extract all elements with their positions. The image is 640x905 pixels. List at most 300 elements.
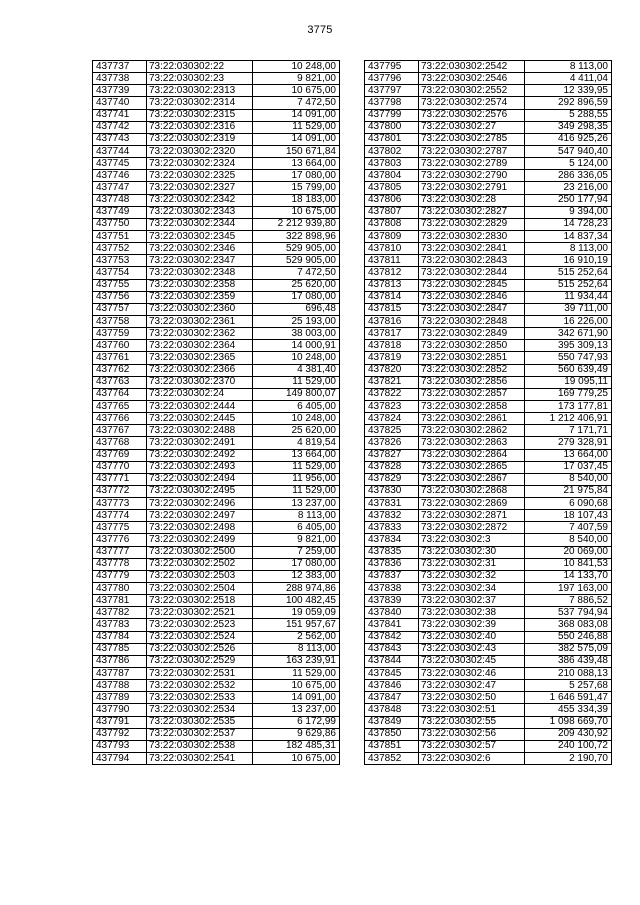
- record-number-cell: 437835: [365, 546, 419, 558]
- record-number-cell: 437764: [93, 388, 147, 400]
- table-row: [93, 485, 340, 497]
- record-number-cell: 437759: [93, 328, 147, 340]
- record-number-cell: 437774: [93, 510, 147, 522]
- record-number-cell: 437839: [365, 595, 419, 607]
- record-number-cell: 437768: [93, 437, 147, 449]
- record-number-cell: 437850: [365, 728, 419, 740]
- cadastral-number-cell: 73:22:030302:2495: [147, 485, 253, 497]
- table-row: [93, 400, 340, 412]
- table-row: [93, 668, 340, 680]
- cadastral-number-cell: 73:22:030302:2534: [147, 704, 253, 716]
- cadastral-number-cell: 73:22:030302:2791: [419, 182, 525, 194]
- record-number-cell: 437780: [93, 583, 147, 595]
- table-row: [365, 194, 612, 206]
- record-number-cell: 437804: [365, 170, 419, 182]
- table-row: [365, 170, 612, 182]
- table-row: [365, 218, 612, 230]
- value-cell: 560 639,49: [525, 364, 612, 376]
- page-number: 3775: [307, 24, 333, 36]
- record-number-cell: 437742: [93, 121, 147, 133]
- table-row: [93, 728, 340, 740]
- cadastral-number-cell: 73:22:030302:55: [419, 716, 525, 728]
- cadastral-number-cell: 73:22:030302:2500: [147, 546, 253, 558]
- record-number-cell: 437828: [365, 461, 419, 473]
- cadastral-number-cell: 73:22:030302:32: [419, 570, 525, 582]
- value-cell: 240 100,72: [525, 740, 612, 752]
- cadastral-number-cell: 73:22:030302:2346: [147, 243, 253, 255]
- value-cell: 7 259,00: [253, 546, 340, 558]
- value-cell: 279 328,91: [525, 437, 612, 449]
- record-number-cell: 437851: [365, 740, 419, 752]
- record-number-cell: 437747: [93, 182, 147, 194]
- value-cell: 5 257,68: [525, 680, 612, 692]
- cadastral-number-cell: 73:22:030302:2316: [147, 121, 253, 133]
- table-row: [365, 619, 612, 631]
- cadastral-number-cell: 73:22:030302:2524: [147, 631, 253, 643]
- table-row: [93, 510, 340, 522]
- value-cell: 322 898,96: [253, 230, 340, 242]
- cadastral-number-cell: 73:22:030302:2531: [147, 668, 253, 680]
- cadastral-number-cell: 73:22:030302:3: [419, 534, 525, 546]
- table-row: [365, 607, 612, 619]
- table-row: [365, 655, 612, 667]
- cadastral-number-cell: 73:22:030302:2790: [419, 170, 525, 182]
- table-row: [93, 340, 340, 352]
- cadastral-number-cell: 73:22:030302:2526: [147, 643, 253, 655]
- record-number-cell: 437785: [93, 643, 147, 655]
- value-cell: 19 095,11: [525, 376, 612, 388]
- cadastral-number-cell: 73:22:030302:2313: [147, 85, 253, 97]
- record-number-cell: 437778: [93, 558, 147, 570]
- record-number-cell: 437771: [93, 473, 147, 485]
- table-row: [93, 692, 340, 704]
- record-number-cell: 437833: [365, 522, 419, 534]
- cadastral-number-cell: 73:22:030302:2360: [147, 303, 253, 315]
- value-cell: 6 405,00: [253, 522, 340, 534]
- table-row: [365, 510, 612, 522]
- value-cell: 9 821,00: [253, 534, 340, 546]
- table-row: [93, 631, 340, 643]
- cadastral-number-cell: 73:22:030302:28: [419, 194, 525, 206]
- value-cell: 1 646 591,47: [525, 692, 612, 704]
- table-row: [93, 583, 340, 595]
- table-row: [365, 328, 612, 340]
- table-row: [365, 425, 612, 437]
- value-cell: 7 407,59: [525, 522, 612, 534]
- record-number-cell: 437760: [93, 340, 147, 352]
- record-number-cell: 437848: [365, 704, 419, 716]
- cadastral-number-cell: 73:22:030302:2865: [419, 461, 525, 473]
- value-cell: 8 113,00: [525, 243, 612, 255]
- record-number-cell: 437755: [93, 279, 147, 291]
- record-number-cell: 437840: [365, 607, 419, 619]
- record-number-cell: 437810: [365, 243, 419, 255]
- record-number-cell: 437762: [93, 364, 147, 376]
- record-number-cell: 437824: [365, 413, 419, 425]
- record-number-cell: 437756: [93, 291, 147, 303]
- table-row: [93, 473, 340, 485]
- table-row: [365, 473, 612, 485]
- table-row: [365, 643, 612, 655]
- table-row: [365, 182, 612, 194]
- value-cell: 349 298,35: [525, 121, 612, 133]
- cadastral-number-cell: 73:22:030302:2841: [419, 243, 525, 255]
- cadastral-number-cell: 73:22:030302:2552: [419, 85, 525, 97]
- table-row: [365, 243, 612, 255]
- record-number-cell: 437788: [93, 680, 147, 692]
- value-cell: 2 562,00: [253, 631, 340, 643]
- record-number-cell: 437758: [93, 315, 147, 327]
- cadastral-number-cell: 73:22:030302:2867: [419, 473, 525, 485]
- value-cell: 10 248,00: [253, 61, 340, 73]
- cadastral-number-cell: 73:22:030302:2849: [419, 328, 525, 340]
- cadastral-number-cell: 73:22:030302:2521: [147, 607, 253, 619]
- table-row: [365, 158, 612, 170]
- cadastral-number-cell: 73:22:030302:2869: [419, 498, 525, 510]
- cadastral-number-cell: 73:22:030302:2327: [147, 182, 253, 194]
- cadastral-number-cell: 73:22:030302:2324: [147, 158, 253, 170]
- cadastral-number-cell: 73:22:030302:2862: [419, 425, 525, 437]
- cadastral-number-cell: 73:22:030302:2864: [419, 449, 525, 461]
- record-number-cell: 437795: [365, 61, 419, 73]
- cadastral-number-cell: 73:22:030302:50: [419, 692, 525, 704]
- cadastral-number-cell: 73:22:030302:38: [419, 607, 525, 619]
- table-row: [365, 668, 612, 680]
- left-register-table: [92, 60, 340, 765]
- cadastral-number-cell: 73:22:030302:31: [419, 558, 525, 570]
- record-number-cell: 437770: [93, 461, 147, 473]
- record-number-cell: 437809: [365, 230, 419, 242]
- record-number-cell: 437741: [93, 109, 147, 121]
- value-cell: 18 107,43: [525, 510, 612, 522]
- table-row: [93, 61, 340, 73]
- table-row: [365, 340, 612, 352]
- cadastral-number-cell: 73:22:030302:2861: [419, 413, 525, 425]
- table-row: [93, 425, 340, 437]
- value-cell: 39 711,00: [525, 303, 612, 315]
- record-number-cell: 437813: [365, 279, 419, 291]
- value-cell: 13 664,00: [253, 158, 340, 170]
- record-number-cell: 437777: [93, 546, 147, 558]
- value-cell: 9 821,00: [253, 73, 340, 85]
- value-cell: 395 309,13: [525, 340, 612, 352]
- cadastral-number-cell: 73:22:030302:51: [419, 704, 525, 716]
- value-cell: 182 485,31: [253, 740, 340, 752]
- record-number-cell: 437830: [365, 485, 419, 497]
- table-row: [365, 400, 612, 412]
- table-row: [365, 485, 612, 497]
- record-number-cell: 437846: [365, 680, 419, 692]
- value-cell: 4 411,04: [525, 73, 612, 85]
- cadastral-number-cell: 73:22:030302:2546: [419, 73, 525, 85]
- table-row: [93, 498, 340, 510]
- record-number-cell: 437817: [365, 328, 419, 340]
- record-number-cell: 437794: [93, 753, 147, 765]
- record-number-cell: 437806: [365, 194, 419, 206]
- table-row: [93, 206, 340, 218]
- value-cell: 100 482,45: [253, 595, 340, 607]
- cadastral-number-cell: 73:22:030302:2533: [147, 692, 253, 704]
- record-number-cell: 437847: [365, 692, 419, 704]
- cadastral-number-cell: 73:22:030302:34: [419, 583, 525, 595]
- value-cell: 8 540,00: [525, 473, 612, 485]
- table-row: [93, 655, 340, 667]
- value-cell: 8 113,00: [253, 510, 340, 522]
- table-row: [93, 546, 340, 558]
- cadastral-number-cell: 73:22:030302:2846: [419, 291, 525, 303]
- value-cell: 6 405,00: [253, 400, 340, 412]
- record-number-cell: 437836: [365, 558, 419, 570]
- record-number-cell: 437811: [365, 255, 419, 267]
- value-cell: 8 113,00: [525, 61, 612, 73]
- value-cell: 25 193,00: [253, 315, 340, 327]
- value-cell: 10 675,00: [253, 85, 340, 97]
- table-row: [93, 558, 340, 570]
- table-row: [93, 158, 340, 170]
- cadastral-number-cell: 73:22:030302:56: [419, 728, 525, 740]
- table-row: [365, 692, 612, 704]
- value-cell: 10 675,00: [253, 680, 340, 692]
- record-number-cell: 437826: [365, 437, 419, 449]
- record-number-cell: 437832: [365, 510, 419, 522]
- value-cell: 13 664,00: [253, 449, 340, 461]
- cadastral-number-cell: 73:22:030302:2843: [419, 255, 525, 267]
- value-cell: 550 246,88: [525, 631, 612, 643]
- value-cell: 288 974,86: [253, 583, 340, 595]
- value-cell: 11 956,00: [253, 473, 340, 485]
- value-cell: 18 183,00: [253, 194, 340, 206]
- value-cell: 416 925,26: [525, 133, 612, 145]
- cadastral-number-cell: 73:22:030302:2574: [419, 97, 525, 109]
- cadastral-number-cell: 73:22:030302:2314: [147, 97, 253, 109]
- table-row: [93, 352, 340, 364]
- record-number-cell: 437789: [93, 692, 147, 704]
- cadastral-number-cell: 73:22:030302:37: [419, 595, 525, 607]
- table-row: [93, 255, 340, 267]
- record-number-cell: 437751: [93, 230, 147, 242]
- table-row: [365, 680, 612, 692]
- record-number-cell: 437783: [93, 619, 147, 631]
- table-row: [365, 291, 612, 303]
- cadastral-number-cell: 73:22:030302:2362: [147, 328, 253, 340]
- cadastral-number-cell: 73:22:030302:2348: [147, 267, 253, 279]
- table-row: [365, 570, 612, 582]
- record-number-cell: 437757: [93, 303, 147, 315]
- record-number-cell: 437765: [93, 400, 147, 412]
- record-number-cell: 437803: [365, 158, 419, 170]
- cadastral-number-cell: 73:22:030302:2845: [419, 279, 525, 291]
- record-number-cell: 437769: [93, 449, 147, 461]
- value-cell: 11 529,00: [253, 461, 340, 473]
- table-row: [365, 595, 612, 607]
- table-row: [93, 388, 340, 400]
- table-row: [93, 364, 340, 376]
- cadastral-number-cell: 73:22:030302:2364: [147, 340, 253, 352]
- cadastral-number-cell: 73:22:030302:2844: [419, 267, 525, 279]
- table-row: [93, 170, 340, 182]
- record-number-cell: 437776: [93, 534, 147, 546]
- table-row: [93, 704, 340, 716]
- value-cell: 23 216,00: [525, 182, 612, 194]
- table-row: [365, 133, 612, 145]
- record-number-cell: 437819: [365, 352, 419, 364]
- cadastral-number-cell: 73:22:030302:2529: [147, 655, 253, 667]
- value-cell: 2 190,70: [525, 753, 612, 765]
- cadastral-number-cell: 73:22:030302:2872: [419, 522, 525, 534]
- cadastral-number-cell: 73:22:030302:2576: [419, 109, 525, 121]
- record-number-cell: 437763: [93, 376, 147, 388]
- table-row: [93, 279, 340, 291]
- record-number-cell: 437797: [365, 85, 419, 97]
- record-number-cell: 437750: [93, 218, 147, 230]
- record-number-cell: 437781: [93, 595, 147, 607]
- cadastral-number-cell: 73:22:030302:2850: [419, 340, 525, 352]
- value-cell: 20 069,00: [525, 546, 612, 558]
- table-row: [365, 97, 612, 109]
- cadastral-number-cell: 73:22:030302:46: [419, 668, 525, 680]
- record-number-cell: 437815: [365, 303, 419, 315]
- left-table-body: [93, 61, 340, 765]
- cadastral-number-cell: 73:22:030302:2488: [147, 425, 253, 437]
- table-row: [93, 461, 340, 473]
- table-row: [93, 607, 340, 619]
- table-row: [365, 352, 612, 364]
- value-cell: 537 794,94: [525, 607, 612, 619]
- value-cell: 11 934,44: [525, 291, 612, 303]
- record-number-cell: 437808: [365, 218, 419, 230]
- value-cell: 4 819,54: [253, 437, 340, 449]
- value-cell: 7 472,50: [253, 267, 340, 279]
- table-row: [365, 449, 612, 461]
- cadastral-number-cell: 73:22:030302:2365: [147, 352, 253, 364]
- cadastral-number-cell: 73:22:030302:6: [419, 753, 525, 765]
- table-row: [93, 194, 340, 206]
- table-row: [93, 328, 340, 340]
- record-number-cell: 437802: [365, 145, 419, 157]
- record-number-cell: 437834: [365, 534, 419, 546]
- cadastral-number-cell: 73:22:030302:2504: [147, 583, 253, 595]
- cadastral-number-cell: 73:22:030302:2345: [147, 230, 253, 242]
- value-cell: 151 957,67: [253, 619, 340, 631]
- right-table-body: [365, 61, 612, 765]
- cadastral-number-cell: 73:22:030302:2499: [147, 534, 253, 546]
- cadastral-number-cell: 73:22:030302:2343: [147, 206, 253, 218]
- record-number-cell: 437842: [365, 631, 419, 643]
- cadastral-number-cell: 73:22:030302:30: [419, 546, 525, 558]
- value-cell: 515 252,64: [525, 267, 612, 279]
- value-cell: 14 837,34: [525, 230, 612, 242]
- value-cell: 150 671,84: [253, 145, 340, 157]
- value-cell: 14 091,00: [253, 109, 340, 121]
- table-row: [93, 291, 340, 303]
- value-cell: 197 163,00: [525, 583, 612, 595]
- table-row: [93, 522, 340, 534]
- record-number-cell: 437821: [365, 376, 419, 388]
- table-row: [365, 631, 612, 643]
- table-row: [365, 364, 612, 376]
- table-row: [93, 619, 340, 631]
- value-cell: 25 620,00: [253, 279, 340, 291]
- cadastral-number-cell: 73:22:030302:2856: [419, 376, 525, 388]
- table-row: [365, 704, 612, 716]
- cadastral-number-cell: 73:22:030302:2366: [147, 364, 253, 376]
- value-cell: 4 381,40: [253, 364, 340, 376]
- cadastral-number-cell: 73:22:030302:2542: [419, 61, 525, 73]
- cadastral-number-cell: 73:22:030302:2445: [147, 413, 253, 425]
- table-row: [365, 546, 612, 558]
- table-row: [93, 534, 340, 546]
- cadastral-number-cell: 73:22:030302:2535: [147, 716, 253, 728]
- table-row: [93, 753, 340, 765]
- cadastral-number-cell: 73:22:030302:2829: [419, 218, 525, 230]
- value-cell: 10 841,53: [525, 558, 612, 570]
- value-cell: 11 529,00: [253, 121, 340, 133]
- table-row: [93, 376, 340, 388]
- cadastral-number-cell: 73:22:030302:2785: [419, 133, 525, 145]
- cadastral-number-cell: 73:22:030302:2320: [147, 145, 253, 157]
- value-cell: 38 003,00: [253, 328, 340, 340]
- table-row: [365, 73, 612, 85]
- cadastral-number-cell: 73:22:030302:2497: [147, 510, 253, 522]
- value-cell: 15 799,00: [253, 182, 340, 194]
- record-number-cell: 437775: [93, 522, 147, 534]
- cadastral-number-cell: 73:22:030302:24: [147, 388, 253, 400]
- table-row: [93, 109, 340, 121]
- cadastral-number-cell: 73:22:030302:2537: [147, 728, 253, 740]
- record-number-cell: 437744: [93, 145, 147, 157]
- cadastral-number-cell: 73:22:030302:2868: [419, 485, 525, 497]
- value-cell: 1 098 669,70: [525, 716, 612, 728]
- table-row: [365, 303, 612, 315]
- value-cell: 16 226,00: [525, 315, 612, 327]
- table-row: [93, 303, 340, 315]
- table-row: [365, 583, 612, 595]
- cadastral-number-cell: 73:22:030302:22: [147, 61, 253, 73]
- cadastral-number-cell: 73:22:030302:2871: [419, 510, 525, 522]
- value-cell: 9 394,00: [525, 206, 612, 218]
- record-number-cell: 437823: [365, 400, 419, 412]
- record-number-cell: 437800: [365, 121, 419, 133]
- value-cell: 17 080,00: [253, 291, 340, 303]
- record-number-cell: 437754: [93, 267, 147, 279]
- record-number-cell: 437766: [93, 413, 147, 425]
- value-cell: 696,48: [253, 303, 340, 315]
- value-cell: 163 239,91: [253, 655, 340, 667]
- table-row: [93, 643, 340, 655]
- record-number-cell: 437748: [93, 194, 147, 206]
- record-number-cell: 437753: [93, 255, 147, 267]
- value-cell: 386 439,48: [525, 655, 612, 667]
- cadastral-number-cell: 73:22:030302:2342: [147, 194, 253, 206]
- table-row: [365, 522, 612, 534]
- record-number-cell: 437807: [365, 206, 419, 218]
- value-cell: 14 091,00: [253, 692, 340, 704]
- value-cell: 515 252,64: [525, 279, 612, 291]
- table-row: [93, 230, 340, 242]
- table-row: [93, 413, 340, 425]
- value-cell: 7 472,50: [253, 97, 340, 109]
- record-number-cell: 437799: [365, 109, 419, 121]
- cadastral-number-cell: 73:22:030302:2532: [147, 680, 253, 692]
- table-row: [93, 121, 340, 133]
- table-row: [93, 570, 340, 582]
- table-row: [365, 413, 612, 425]
- record-number-cell: 437790: [93, 704, 147, 716]
- record-number-cell: 437838: [365, 583, 419, 595]
- table-row: [365, 376, 612, 388]
- cadastral-number-cell: 73:22:030302:39: [419, 619, 525, 631]
- value-cell: 342 671,90: [525, 328, 612, 340]
